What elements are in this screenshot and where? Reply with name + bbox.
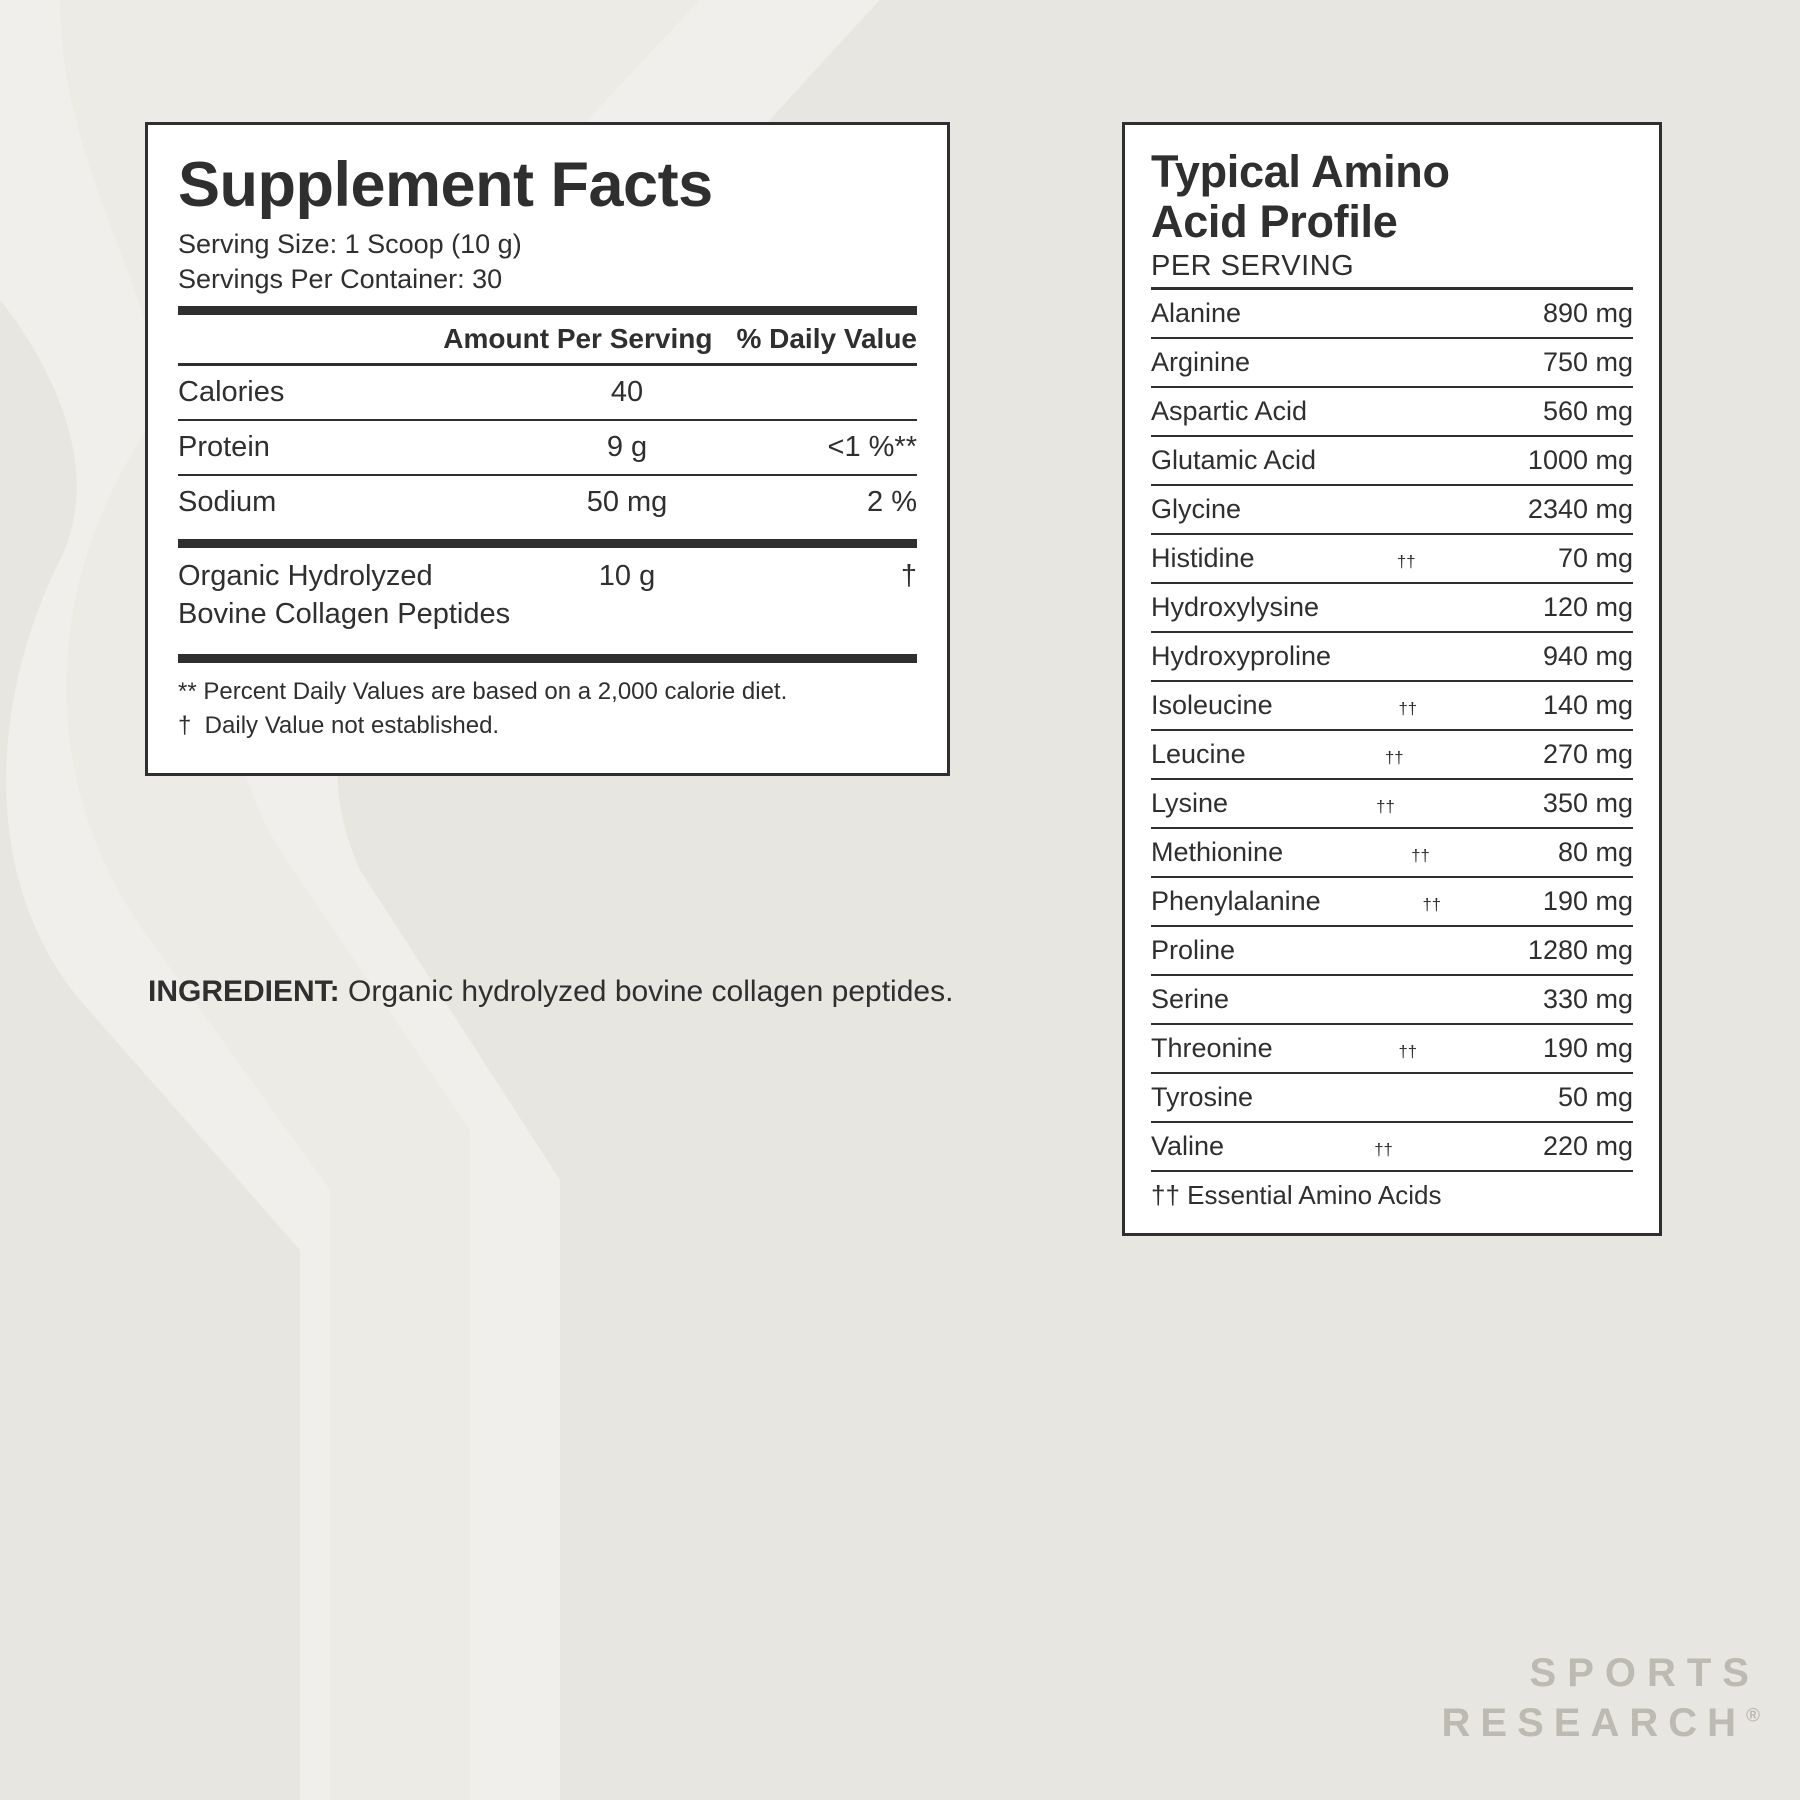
amino-acid-value: 330 mg	[1542, 984, 1633, 1014]
registered-trademark-icon: ®	[1746, 1705, 1760, 1727]
essential-marker: ††	[1398, 699, 1418, 718]
amino-acid-name: Threonine	[1151, 1033, 1273, 1063]
nutrient-amount: 40	[610, 376, 644, 409]
amino-acid-row	[1151, 1072, 1633, 1121]
amino-acid-name: Valine	[1151, 1131, 1225, 1161]
nutrient-amount: 50 mg	[586, 486, 668, 519]
amino-acid-row	[1151, 582, 1633, 631]
essential-marker: ††	[1376, 797, 1395, 816]
amino-acid-value: 80 mg	[1557, 837, 1633, 867]
nutrient-name: Sodium	[178, 486, 277, 519]
amino-acid-row	[1151, 680, 1633, 729]
amino-acid-name: Alanine	[1151, 298, 1242, 328]
collagen-name-line1: Organic Hydrolyzed	[178, 560, 433, 593]
essential-marker: ††	[1398, 1042, 1418, 1061]
amino-acid-value: 890 mg	[1542, 298, 1633, 328]
amino-acid-profile-panel	[1122, 122, 1662, 1236]
essential-marker: ††	[1396, 552, 1416, 571]
nutrient-daily-value: <1 %**	[827, 431, 917, 464]
essential-marker: ††	[1384, 748, 1404, 767]
amino-acid-value: 140 mg	[1542, 690, 1633, 720]
amino-acid-value: 120 mg	[1542, 592, 1633, 622]
amino-acid-value: 750 mg	[1542, 347, 1633, 377]
amino-acid-value: 350 mg	[1542, 788, 1633, 818]
amino-acid-name: Leucine	[1151, 739, 1246, 769]
brand-line-sports: SPORTS	[1529, 1651, 1760, 1695]
amino-acid-row	[1151, 729, 1633, 778]
amino-acid-row	[1151, 974, 1633, 1023]
amino-acid-value: 70 mg	[1557, 543, 1633, 573]
collagen-amount: 10 g	[598, 560, 656, 593]
amino-acid-row	[1151, 533, 1633, 582]
amino-acid-name: Hydroxylysine	[1151, 592, 1320, 622]
amino-acid-name: Arginine	[1151, 347, 1251, 377]
amino-acid-value: 220 mg	[1542, 1131, 1633, 1161]
amino-acid-value: 190 mg	[1542, 1033, 1633, 1063]
amino-acid-row	[1151, 287, 1633, 337]
divider-thick-bottom	[178, 654, 917, 663]
amino-acid-row	[1151, 337, 1633, 386]
ingredient-statement	[148, 970, 968, 1014]
amino-acid-row	[1151, 925, 1633, 974]
amino-acid-name: Aspartic Acid	[1151, 396, 1308, 426]
amino-acid-name: Histidine	[1151, 543, 1255, 573]
essential-marker: ††	[1411, 846, 1430, 865]
amino-acid-name: Lysine	[1151, 788, 1229, 818]
table-row	[178, 476, 917, 529]
amino-acid-name: Phenylalanine	[1151, 886, 1321, 916]
brand-logo	[1442, 1648, 1760, 1748]
table-row	[178, 421, 917, 474]
brand-research-text: RESEARCH	[1441, 1701, 1746, 1745]
amino-acid-row	[1151, 484, 1633, 533]
amino-acid-value: 50 mg	[1557, 1082, 1633, 1112]
amino-acid-name: Proline	[1151, 935, 1236, 965]
amino-acid-name: Methionine	[1151, 837, 1284, 867]
supplement-facts-panel	[145, 122, 950, 776]
essential-marker: ††	[1374, 1140, 1393, 1159]
amino-acid-row	[1151, 778, 1633, 827]
nutrient-name: Protein	[178, 431, 270, 464]
nutrient-daily-value: 2 %	[867, 486, 917, 519]
amino-acid-value: 190 mg	[1542, 886, 1633, 916]
amino-title-line2: Acid Profile	[1151, 195, 1398, 247]
collagen-daily-value: †	[900, 560, 917, 593]
amino-acid-row	[1151, 876, 1633, 925]
nutrient-amount: 9 g	[606, 431, 648, 464]
nutrient-name: Calories	[178, 376, 285, 409]
amino-acid-value: 1280 mg	[1527, 935, 1633, 965]
ingredient-text: Organic hydrolyzed bovine collagen peptides.	[339, 975, 954, 1008]
amino-acid-name: Glutamic Acid	[1151, 445, 1317, 475]
amino-acid-value: 2340 mg	[1527, 494, 1633, 524]
amino-footnote: †† Essential Amino Acids	[1151, 1170, 1633, 1211]
amino-acid-value: 940 mg	[1542, 641, 1633, 671]
amino-acid-name: Serine	[1151, 984, 1230, 1014]
amino-acid-name: Isoleucine	[1151, 690, 1273, 720]
footnote-not-established: † Daily Value not established.	[178, 711, 500, 739]
supplement-facts-title: Supplement Facts	[178, 150, 713, 220]
amino-acid-name: Hydroxyproline	[1151, 641, 1332, 671]
serving-size: Serving Size: 1 Scoop (10 g)	[178, 229, 522, 260]
divider-thick-middle	[178, 539, 917, 548]
amino-acid-value: 1000 mg	[1527, 445, 1633, 475]
supplement-facts-header-row	[178, 315, 917, 363]
amino-acid-row	[1151, 1121, 1633, 1170]
amino-per-serving-subtitle: PER SERVING	[1151, 250, 1355, 282]
ingredient-label: INGREDIENT:	[148, 975, 340, 1008]
amino-acid-row	[1151, 1023, 1633, 1072]
amino-acid-profile-title	[1151, 147, 1633, 246]
essential-marker: ††	[1422, 895, 1442, 914]
header-amount-per-serving: Amount Per Serving	[443, 323, 713, 355]
amino-acid-row	[1151, 435, 1633, 484]
amino-acid-row	[1151, 827, 1633, 876]
amino-acid-rows	[1151, 287, 1633, 1170]
amino-acid-row	[1151, 631, 1633, 680]
header-daily-value: % Daily Value	[736, 323, 917, 355]
amino-title-line1: Typical Amino	[1151, 146, 1450, 197]
table-row-collagen	[178, 548, 917, 643]
table-row	[178, 366, 917, 419]
collagen-name	[178, 558, 522, 633]
amino-acid-row	[1151, 386, 1633, 435]
amino-acid-value: 560 mg	[1542, 396, 1633, 426]
divider-thick-top	[178, 306, 917, 315]
brand-line-research	[1442, 1698, 1760, 1748]
amino-acid-name: Tyrosine	[1151, 1082, 1254, 1112]
amino-acid-name: Glycine	[1151, 494, 1242, 524]
supplement-facts-footnotes	[178, 663, 917, 743]
footnote-daily-values: ** Percent Daily Values are based on a 2,000 calorie diet.	[178, 677, 788, 705]
collagen-name-line2: Bovine Collagen Peptides	[178, 597, 511, 630]
amino-acid-value: 270 mg	[1542, 739, 1633, 769]
servings-per-container: Servings Per Container: 30	[178, 263, 503, 294]
